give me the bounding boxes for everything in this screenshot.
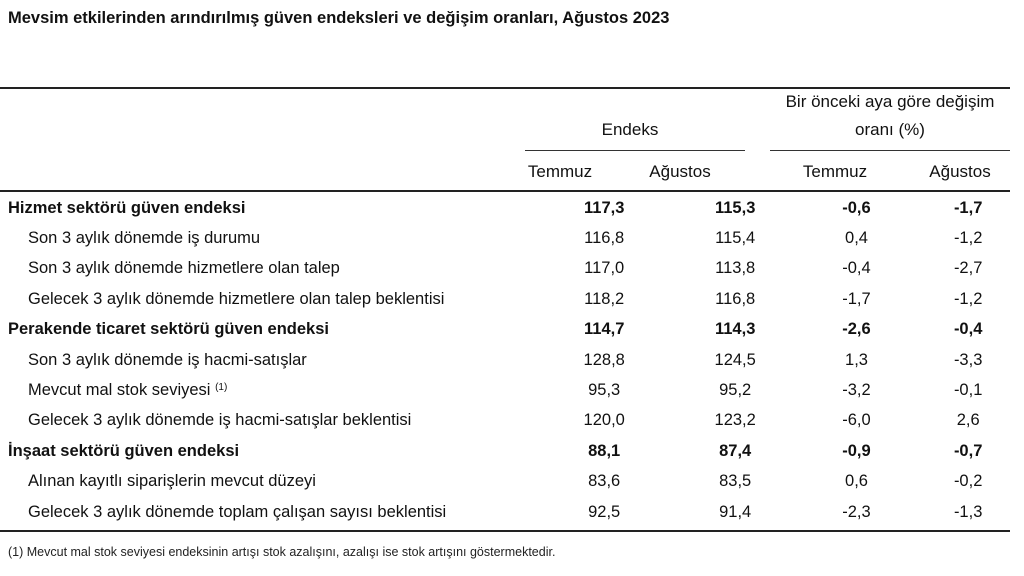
- row-label: Gelecek 3 aylık dönemde hizmetlere olan talep beklentisi: [28, 289, 445, 308]
- cell-change-temmuz: -6,0: [842, 411, 871, 430]
- header-group-endeks: Endeks: [601, 120, 659, 139]
- footnote: (1) Mevcut mal stok seviyesi endeksinin artışı stok azalışını, azalışı ise stok artışını göstermektedir.: [8, 545, 556, 559]
- cell-change-agustos: -1,3: [953, 502, 983, 521]
- cell-temmuz: 120,0: [583, 411, 625, 430]
- cell-temmuz: 92,5: [588, 502, 621, 521]
- row-label-cell: [0, 375, 539, 405]
- header-group-change-rule: [770, 150, 1010, 151]
- col-header-agustos-index: Ağustos: [649, 162, 711, 181]
- cell-agustos: 115,3: [714, 198, 756, 217]
- header-group-change-line2: oranı (%): [855, 120, 925, 139]
- col-header-temmuz-change: Temmuz: [802, 162, 868, 181]
- cell-temmuz: 128,8: [583, 350, 625, 369]
- cell-change-temmuz: 0,6: [845, 472, 868, 491]
- table-row: [0, 254, 1024, 284]
- cell-temmuz: 83,6: [588, 472, 621, 491]
- table-row: [0, 375, 1024, 405]
- table-top-rule: [0, 87, 1010, 89]
- cell-change-temmuz: -1,7: [842, 289, 871, 308]
- cell-change-agustos: -1,7: [953, 198, 983, 217]
- table-row: [0, 467, 1024, 497]
- footnote-marker: (1): [215, 382, 228, 394]
- row-label: Hizmet sektörü güven endeksi: [8, 198, 246, 217]
- header-group-change-line1: Bir önceki aya göre değişim: [785, 92, 995, 111]
- cell-change-agustos: 2,6: [956, 411, 980, 430]
- row-label: Son 3 aylık dönemde hizmetlere olan talep: [28, 259, 340, 278]
- cell-change-temmuz: 0,4: [845, 229, 868, 248]
- col-header-agustos-change: Ağustos: [929, 162, 991, 181]
- col-header-temmuz-index: Temmuz: [527, 162, 593, 181]
- cell-agustos: 114,3: [714, 320, 756, 339]
- page-title: Mevsim etkilerinden arındırılmış güven endeksleri ve değişim oranları, Ağustos 2023: [8, 9, 670, 27]
- cell-change-temmuz: -2,6: [842, 320, 871, 339]
- cell-change-temmuz: -0,6: [842, 198, 871, 217]
- cell-temmuz: 117,3: [584, 198, 625, 217]
- cell-agustos: 115,4: [715, 229, 756, 248]
- header-bottom-rule: [0, 190, 1010, 192]
- cell-agustos: 83,5: [719, 472, 752, 491]
- cell-change-temmuz: -2,3: [842, 502, 871, 521]
- cell-temmuz: 117,0: [584, 259, 625, 278]
- row-label: Alınan kayıtlı siparişlerin mevcut düzeyi: [28, 472, 316, 491]
- cell-change-agustos: -0,2: [953, 472, 983, 491]
- cell-change-temmuz: -0,9: [842, 441, 871, 460]
- cell-agustos: 123,2: [714, 411, 756, 430]
- cell-change-agustos: -0,1: [953, 381, 983, 400]
- cell-agustos: 95,2: [719, 381, 752, 400]
- cell-temmuz: 118,2: [584, 289, 625, 308]
- row-label: Perakende ticaret sektörü güven endeksi: [8, 320, 329, 339]
- table-row: [0, 406, 1024, 436]
- row-label: Son 3 aylık dönemde iş hacmi-satışlar: [28, 350, 307, 369]
- table-row: [0, 345, 1024, 375]
- table-row: [0, 497, 1024, 527]
- cell-temmuz: 116,8: [584, 229, 625, 248]
- cell-change-agustos: -1,2: [953, 229, 983, 248]
- cell-agustos: 124,5: [714, 350, 756, 369]
- row-label: Gelecek 3 aylık dönemde iş hacmi-satışlar beklentisi: [28, 411, 412, 430]
- cell-agustos: 87,4: [719, 441, 752, 460]
- cell-change-temmuz: 1,3: [845, 350, 868, 369]
- row-label: Mevcut mal stok seviyesi: [28, 381, 211, 400]
- table-row: [0, 193, 1024, 223]
- cell-change-agustos: -1,2: [953, 289, 983, 308]
- cell-change-agustos: -0,4: [953, 320, 983, 339]
- table-row: [0, 315, 1024, 345]
- row-label: Gelecek 3 aylık dönemde toplam çalışan sayısı beklentisi: [28, 502, 447, 521]
- header-group-endeks-rule: [525, 150, 745, 151]
- cell-agustos: 91,4: [719, 502, 752, 521]
- cell-temmuz: 95,3: [588, 381, 621, 400]
- cell-change-agustos: -0,7: [953, 441, 983, 460]
- cell-change-temmuz: -0,4: [842, 259, 871, 278]
- cell-temmuz: 114,7: [584, 320, 625, 339]
- cell-change-agustos: -2,7: [953, 259, 983, 278]
- cell-change-temmuz: -3,2: [842, 381, 871, 400]
- cell-change-agustos: -3,3: [953, 350, 983, 369]
- cell-agustos: 116,8: [715, 289, 756, 308]
- row-label: İnşaat sektörü güven endeksi: [8, 441, 240, 460]
- cell-agustos: 113,8: [715, 259, 756, 278]
- data-table: [0, 193, 1024, 527]
- row-label: Son 3 aylık dönemde iş durumu: [28, 229, 261, 248]
- table-row: [0, 436, 1024, 466]
- cell-temmuz: 88,1: [588, 441, 621, 460]
- table-row: [0, 223, 1024, 253]
- table-row: [0, 284, 1024, 314]
- table-bottom-rule: [0, 530, 1010, 532]
